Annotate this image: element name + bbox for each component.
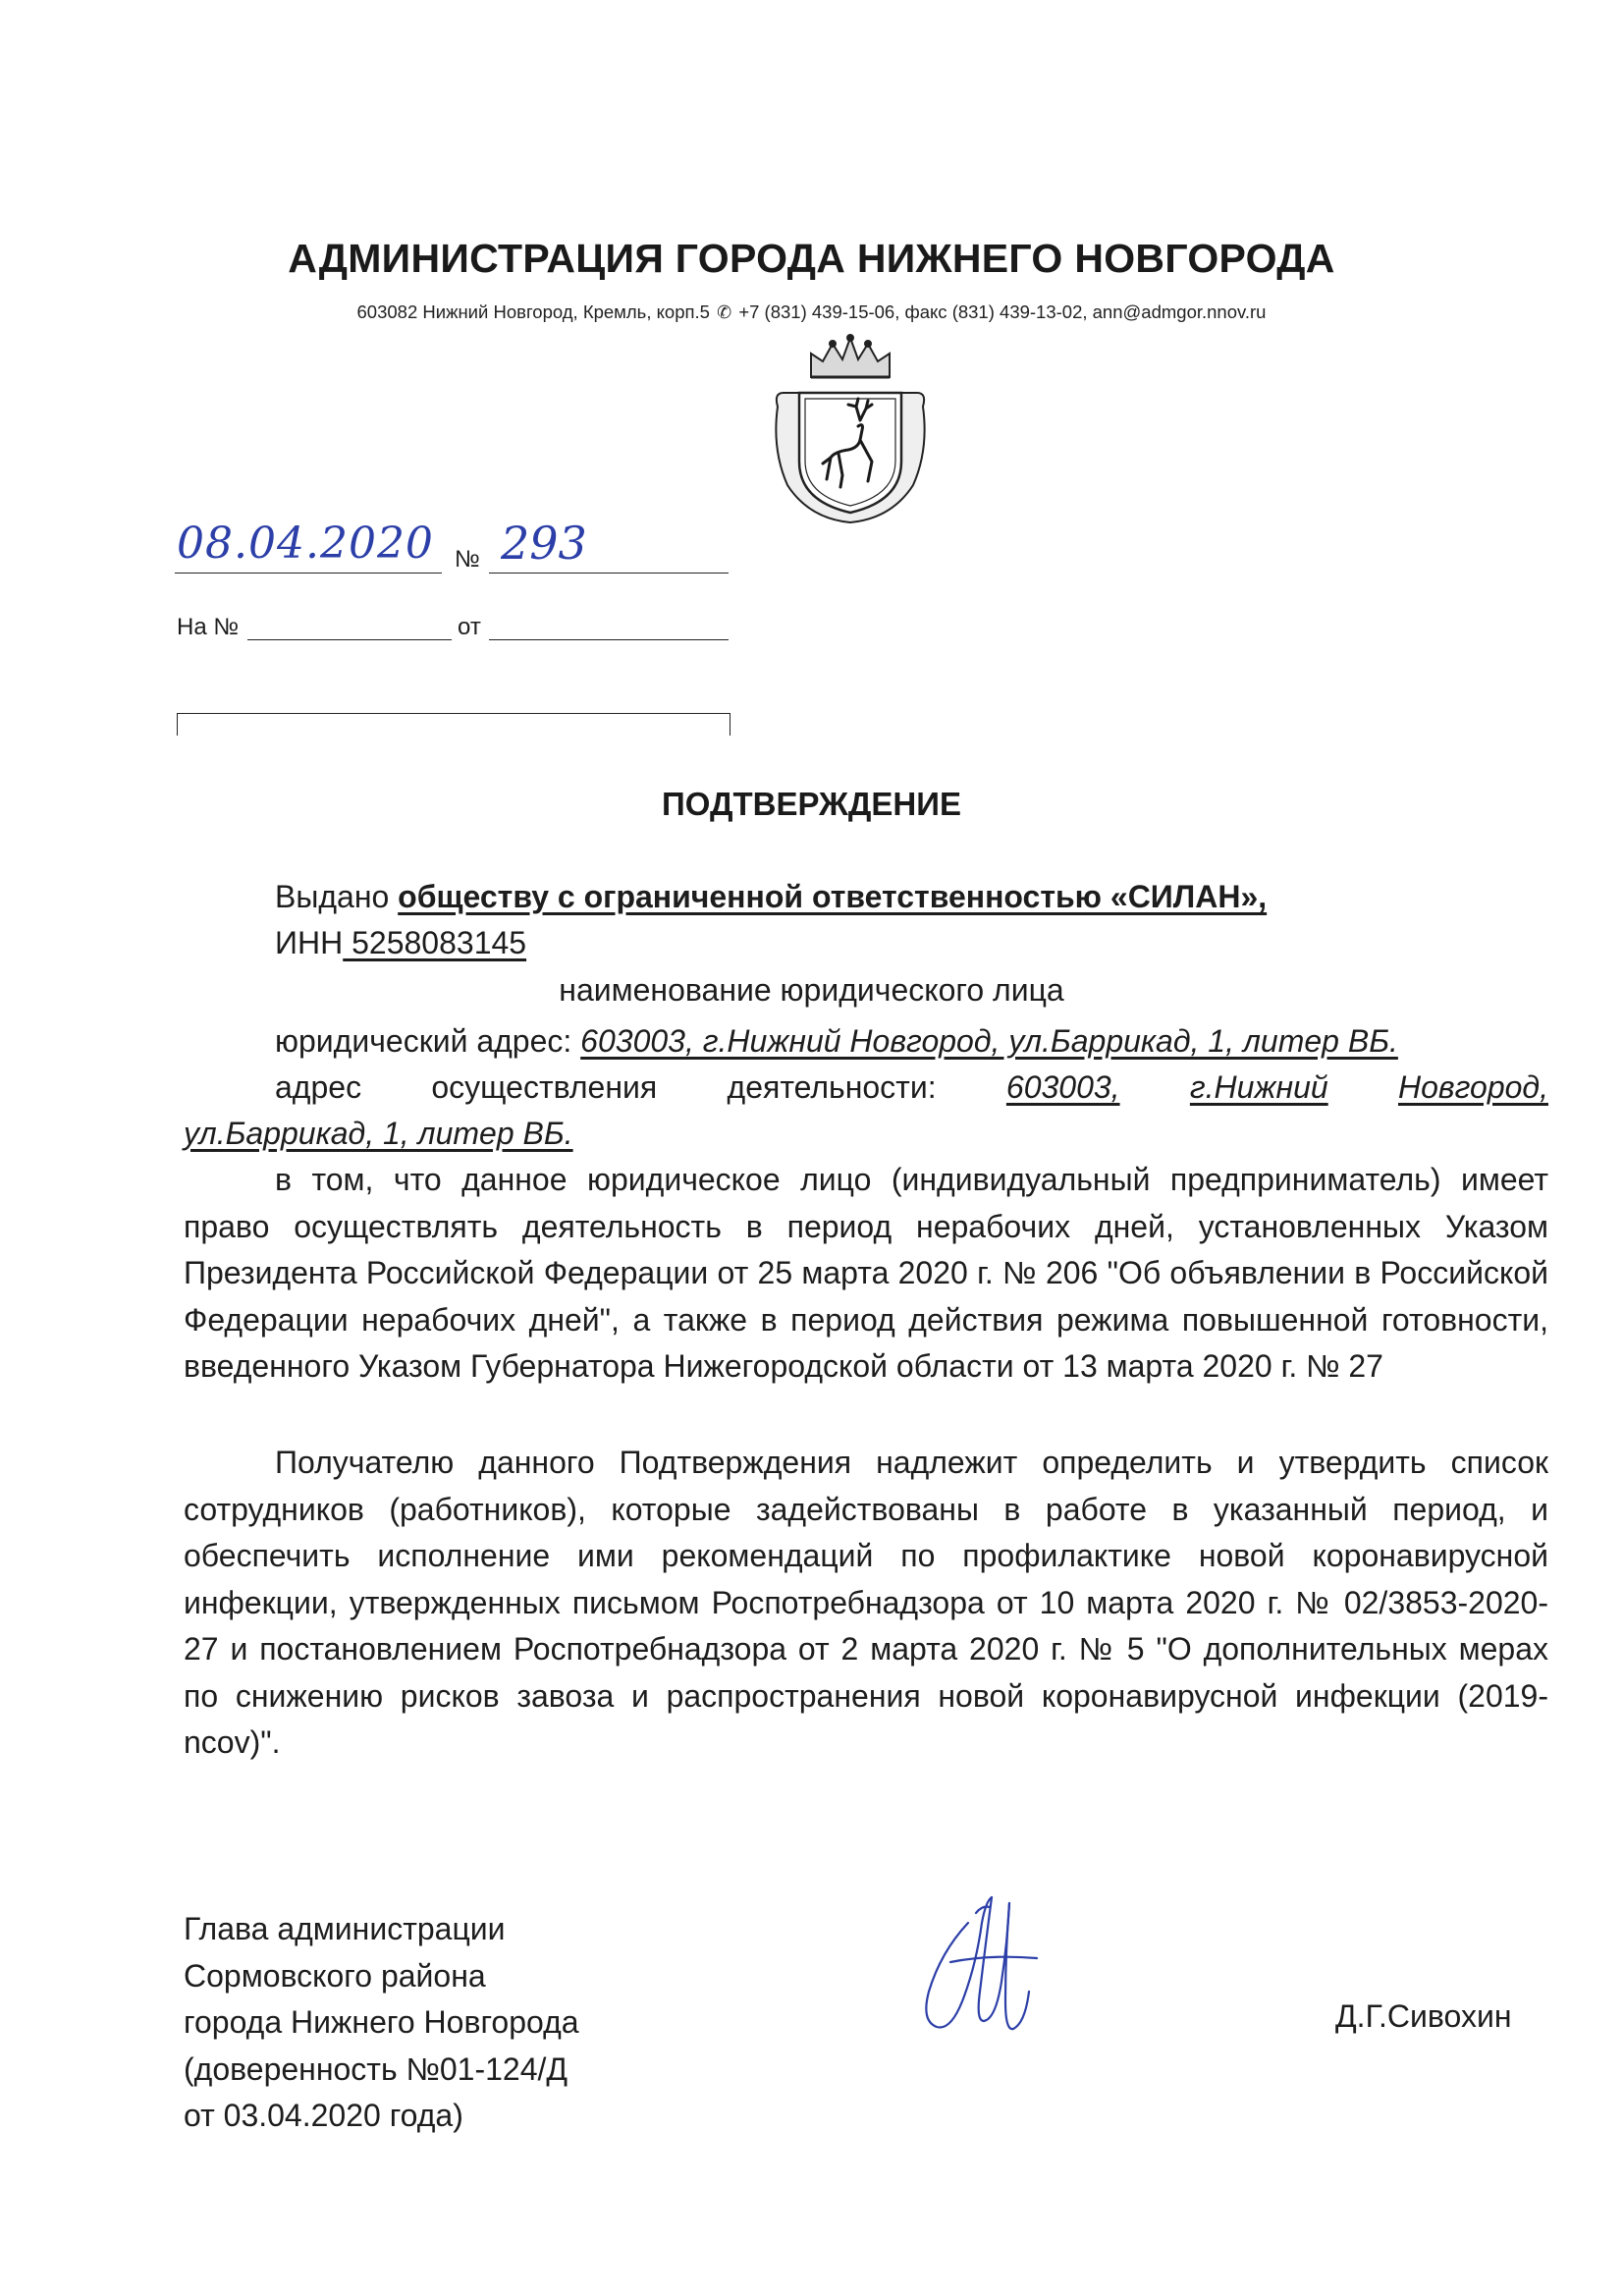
inn-value: 5258083145: [343, 925, 527, 960]
signatory-line: (доверенность №01-124/Д: [184, 2050, 568, 2087]
contacts-address: 603082 Нижний Новгород, Кремль, корп.5: [356, 301, 710, 322]
signatory-line: Сормовского района: [184, 1957, 486, 1994]
handwritten-signature: [911, 1884, 1058, 2050]
addressee-bracket: [177, 713, 730, 736]
legal-address-label: юридический адрес:: [275, 1023, 572, 1059]
inn-line: [275, 920, 526, 966]
issued-to-entity: обществу с ограниченной ответственностью «СИЛАН»,: [398, 879, 1268, 914]
registration-number: 293: [501, 517, 587, 570]
activity-address-line: [275, 1065, 1548, 1111]
activity-word: осуществления: [431, 1069, 658, 1105]
registration-date-line: [175, 573, 442, 574]
organization-contacts: [0, 301, 1623, 323]
signer-name: Д.Г.Сивохин: [1335, 1998, 1512, 2034]
paragraph-rights: [184, 1157, 1548, 1391]
activity-value-word: 603003,: [1005, 1069, 1120, 1105]
reference-date-label: от: [458, 614, 481, 640]
phone-icon: ✆: [717, 302, 732, 322]
registration-number-label: №: [455, 546, 480, 573]
registration-date: 08.04.2020: [177, 519, 434, 569]
inn-label: ИНН: [275, 925, 344, 960]
reference-number-label: На №: [177, 614, 240, 640]
paragraph-obligations-text: Получателю данного Подтверждения надлежит определить и утвердить список сотрудников (работников), которые задействованы в работе в указанный период, и обеспечить исполнение ими рекомендаций по профилактике новой коронавирусной инфекции, утвержденных письмом Роспотребнадзора от 10 марта 2020 г. № 02/3853-2020-27 и постановлением Роспотребнадзора от 2 марта 2020 г. № 5 "О дополнительных мерах по снижению рисков завоза и распространения новой коронавирусной инфекции (2019-ncov)".: [184, 1445, 1548, 1760]
activity-word: адрес: [275, 1069, 362, 1105]
contacts-phone-fax-email: +7 (831) 439-15-06, факс (831) 439-13-02, ann@admgor.nnov.ru: [738, 301, 1267, 322]
coat-of-arms-emblem: [770, 332, 931, 524]
registration-number-line: [489, 573, 729, 574]
signatory-line: от 03.04.2020 года): [184, 2098, 463, 2133]
legal-address-value: 603003, г.Нижний Новгород, ул.Баррикад, 1, литер ВБ.: [580, 1023, 1398, 1059]
reference-date-line: [489, 639, 729, 640]
legal-address-line: [275, 1018, 1398, 1065]
paragraph-obligations: [184, 1440, 1548, 1767]
organization-title: АДМИНИСТРАЦИЯ ГОРОДА НИЖНЕГО НОВГОРОДА: [288, 236, 1335, 281]
paragraph-rights-text: в том, что данное юридическое лицо (индивидуальный предприниматель) имеет право осуществлять деятельность в период нерабочих дней, установленных Указом Президента Российской Федерации от 25 марта 2020 г. № 206 "Об объявлении в Российской Федерации нерабочих дней", а также в период действия режима повышенной готовности, введенного Указом Губернатора Нижегородской области от 13 марта 2020 г. № 27: [184, 1162, 1548, 1384]
reference-number-line: [247, 639, 452, 640]
activity-value-word: Новгород,: [1397, 1069, 1548, 1105]
document-title: ПОДТВЕРЖДЕНИЕ: [662, 786, 961, 822]
issued-to-line: [275, 874, 1267, 920]
issued-prefix: Выдано: [275, 879, 390, 914]
signatory-position: [184, 1906, 579, 2140]
activity-address-value-cont: ул.Баррикад, 1, литер ВБ.: [184, 1116, 573, 1151]
signatory-line: Глава администрации: [184, 1911, 506, 1946]
activity-value-word: г.Нижний: [1189, 1069, 1328, 1105]
activity-address-continuation: [184, 1111, 573, 1157]
entity-caption: наименование юридического лица: [559, 972, 1064, 1008]
signatory-line: города Нижнего Новгорода: [184, 2004, 579, 2040]
activity-word: деятельности:: [727, 1069, 937, 1105]
